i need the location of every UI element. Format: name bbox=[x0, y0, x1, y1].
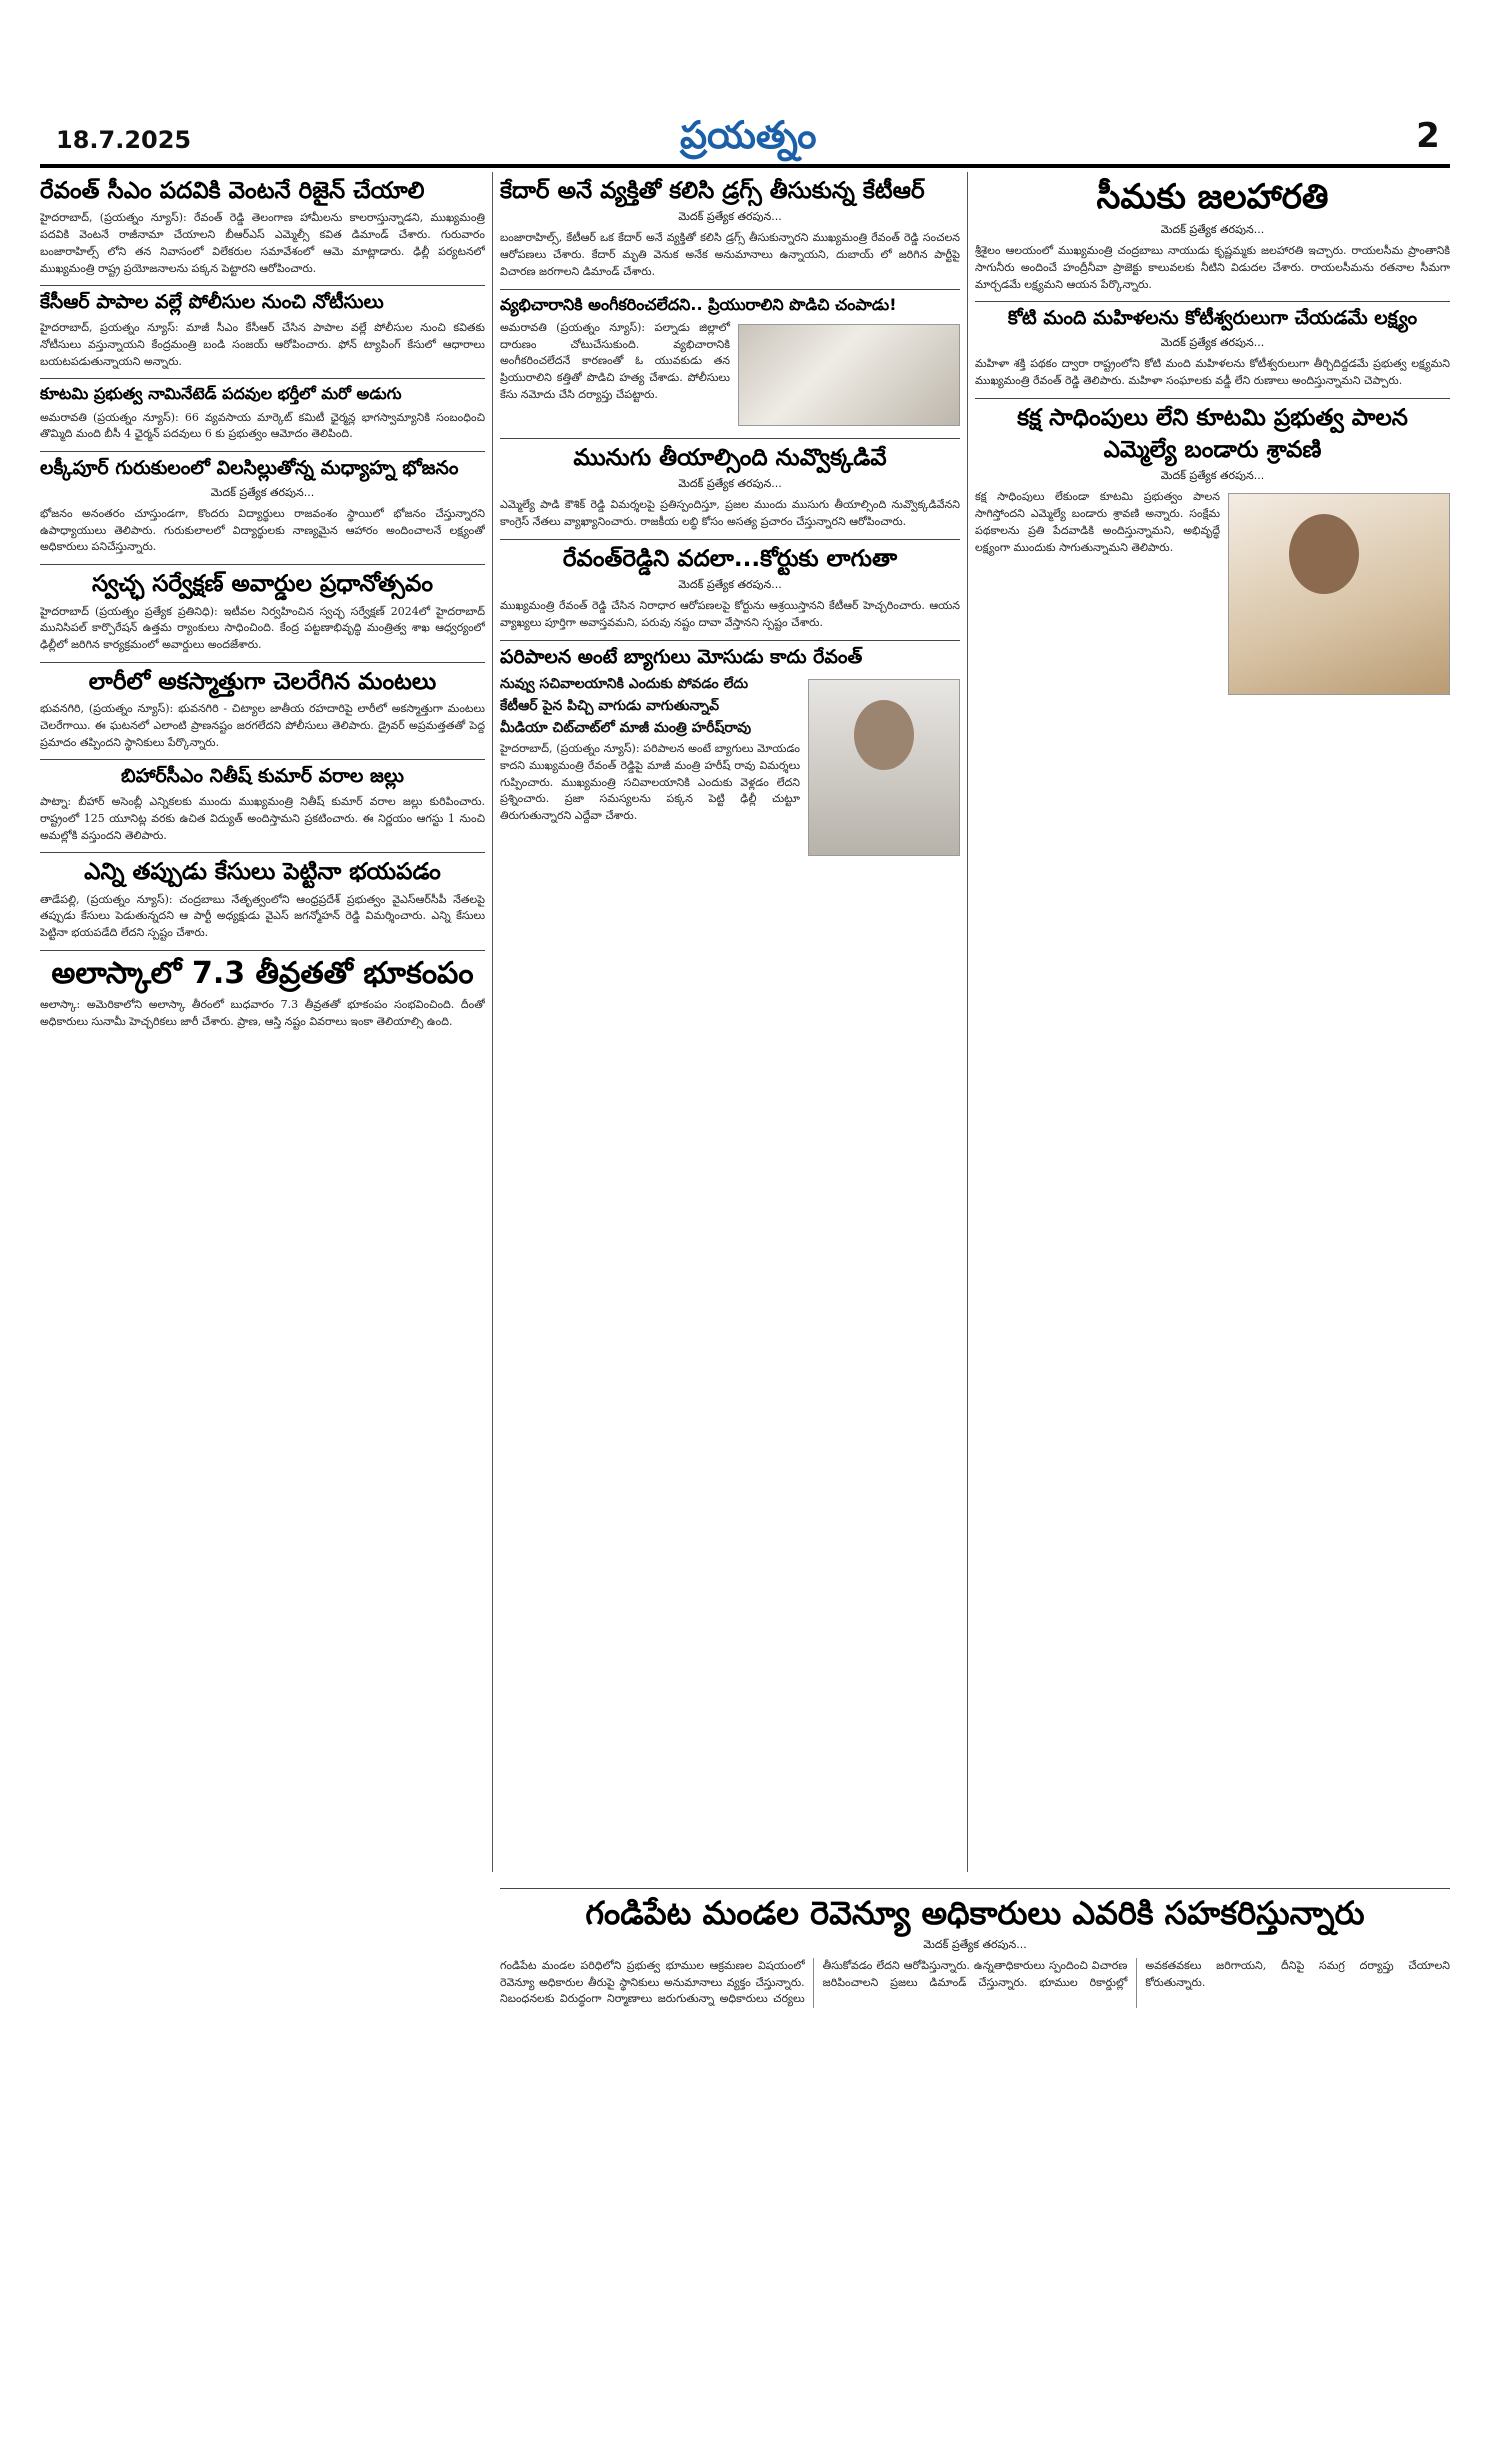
subheadline: కేటీఆర్ పైన పిచ్చి వాగుడు వాగుతున్నావ్ bbox=[500, 697, 720, 714]
column-divider bbox=[967, 172, 968, 1872]
article-seema-jalaharathi bbox=[975, 178, 1450, 293]
newspaper-logo: ప్రయత్నం bbox=[680, 112, 817, 157]
article-body: కక్ష సాధింపులు లేకుండా కూటమి ప్రభుత్వం పాలన సాగిస్తోందని ఎమ్మెల్యే బండారు శ్రావణి అన్నారు. సంక్షేమ పథకాలను ప్రతి పేదవాడికి అందిస్తున్నామని, అభివృద్ధే లక్ష్యంగా ముందుకు సాగుతున్నామని తెలిపారు. bbox=[975, 490, 1220, 554]
byline: మెదక్ ప్రత్యేక తరపున... bbox=[923, 1937, 1027, 1951]
headline: మునుగు తీయాల్సింది నువ్వొక్కడివే bbox=[573, 444, 887, 471]
article-body: హైదరాబాద్, (ప్రయత్నం న్యూస్): రేవంత్ రెడ్డి తెలంగాణ హామీలను కాలరాస్తున్నాడని, ముఖ్యమంత్రి పదవికి వెంటనే రాజీనామా చేయాలని బీఆర్ఎస్ ఎమ్మెల్సీ కవిత డిమాండ్ చేశారు. గురువారం బంజారాహిల్స్ లోని తన నివాసంలో విలేకరుల సమావేశంలో ఆమె మాట్లాడారు. ఢిల్లీ పర్యటనలో ముఖ్యమంత్రి రాష్ట్ర ప్రయోజనాలను పక్కన పెట్టారని ఆరోపించారు. bbox=[40, 211, 485, 275]
article-body: హైదరాబాద్ (ప్రయత్నం ప్రత్యేక ప్రతినిధి): ఇటీవల నిర్వహించిన స్వచ్ఛ సర్వేక్షణ్ 2024లో హైదరాబాద్ మునిసిపల్ కార్పొరేషన్ ఉత్తమ ర్యాంకులు సాధించింది. కేంద్ర పట్టణాభివృద్ధి మంత్రిత్వ శాఖ ఆధ్వర్యంలో ఢిల్లీలో జరిగిన కార్యక్రమంలో అవార్డులు అందజేశారు. bbox=[40, 604, 485, 652]
headline: స్వచ్ఛ సర్వేక్షణ్ అవార్డుల ప్రధానోత్సవం bbox=[91, 571, 434, 598]
article-body: మహిళా శక్తి పథకం ద్వారా రాష్ట్రంలోని కోటి మంది మహిళలను కోటీశ్వరులుగా తీర్చిదిద్దడమే ప్రభుత్వ లక్ష్యమని ముఖ్యమంత్రి రేవంత్ రెడ్డి తెలిపారు. మహిళా సంఘాలకు వడ్డీ లేని రుణాలు అందిస్తున్నామని చెప్పారు. bbox=[975, 357, 1450, 387]
mla-photo bbox=[1228, 493, 1450, 695]
article-false-cases bbox=[40, 859, 485, 942]
article-body: బంజారాహిల్స్, కేటీఆర్ ఒక కేదార్ అనే వ్యక్తితో కలిసి డ్రగ్స్ తీసుకున్నారని ముఖ్యమంత్రి రేవంత్ రెడ్డి సంచలన ఆరోపణలు చేశారు. కేదార్ మృతి వెనుక అనేక అనుమానాలు ఉన్నాయని, దుబాయ్ లో జరిగిన పార్టీపై విచారణ జరగాలని డిమాండ్ చేశారు. bbox=[500, 231, 960, 278]
crime-scene-photo bbox=[738, 324, 960, 426]
article-body: గండిపేట మండల పరిధిలోని ప్రభుత్వ భూముల ఆక్రమణల విషయంలో రెవెన్యూ అధికారుల తీరుపై స్థానికులు అనుమానాలు వ్యక్తం చేస్తున్నారు. నిబంధనలకు విరుద్ధంగా నిర్మాణాలు జరుగుతున్నా అధికారులు చర్యలు తీసుకోవడం లేదని ఆరోపిస్తున్నారు. ఉన్నతాధికారులు స్పందించి విచారణ జరిపించాలని ప్రజలు డిమాండ్ చేస్తున్నారు. భూముల రికార్డుల్లో అవకతవకలు జరిగాయని, దీనిపై సమగ్ర దర్యాప్తు చేయాలని కోరుతున్నారు. bbox=[500, 1958, 1450, 2006]
byline: మెదక్ ప్రత్యేక తరపున... bbox=[1160, 223, 1265, 237]
article-body: తాడేపల్లి, (ప్రయత్నం న్యూస్): చంద్రబాబు నేతృత్వంలోని ఆంధ్రప్రదేశ్ ప్రభుత్వం వైఎస్ఆర్‌సీపీ నేతలపై తప్పుడు కేసులు పెడుతున్నదని ఆ పార్టీ అధ్యక్షుడు వైఎస్ జగన్మోహన్ రెడ్డి విమర్శించారు. ఎన్ని కేసులు పెట్టినా భయపడేది లేదని స్పష్టం చేశారు. bbox=[40, 892, 485, 940]
article-body: ఎమ్మెల్యే పాడి కౌశిక్ రెడ్డి విమర్శలపై ప్రతిస్పందిస్తూ, ప్రజల ముందు ముసుగు తీయాల్సింది నువ్వొక్కడివేనని కాంగ్రెస్ నేతలు వ్యాఖ్యానించారు. రాజకీయ లబ్ధి కోసం అసత్య ప్రచారం చేస్తున్నారని ఆరోపించారు. bbox=[500, 498, 960, 529]
article-body: భోజనం అనంతరం చూస్తుండగా, కొందరు విద్యార్థులు రాజవంశం స్థాయిలో భోజనం చేస్తున్నారని ఉపాధ్యాయులు తెలిపారు. గురుకులాలలో విద్యార్థులకు నాణ్యమైన ఆహారం అందించాలనే లక్ష్యంతో అధికారులు పనిచేస్తున్నారు. bbox=[40, 506, 485, 554]
article-nominated-posts bbox=[40, 385, 485, 443]
byline: మెదక్ ప్రత్యేక తరపున... bbox=[678, 477, 782, 491]
article-body: శ్రీశైలం ఆలయంలో ముఖ్యమంత్రి చంద్రబాబు నాయుడు కృష్ణమ్మకు జలహారతి ఇచ్చారు. రాయలసీమ ప్రాంతానికి సాగునీరు అందించే హంద్రీనీవా ప్రాజెక్టు కాలువలకు నీటిని విడుదల చేశారు. రాయలసీమను రతనాల సీమగా మార్చడమే లక్ష్యమని ఆయన పేర్కొన్నారు. bbox=[975, 244, 1450, 291]
headline: గండిపేట మండల రెవెన్యూ అధికారులు ఎవరికి సహకరిస్తున్నారు bbox=[585, 1894, 1365, 1932]
subheadline: నువ్వు సచివాలయానికి ఎందుకు పోవడం లేదు bbox=[500, 675, 749, 692]
headline: లారీలో అకస్మాత్తుగా చెలరేగిన మంటలు bbox=[88, 668, 437, 695]
headline: రేవంత్ సీఎం పదవికి వెంటనే రిజైన్ చేయాలి bbox=[40, 178, 425, 204]
subheadline: మీడియా చిట్‌చాట్‌లో మాజీ మంత్రి హరీష్‌రావు bbox=[500, 719, 752, 736]
headline: పరిపాలన అంటే బ్యాగులు మోసుడు కాదు రేవంత్ bbox=[500, 645, 863, 668]
headline: ఎన్ని తప్పుడు కేసులు పెట్టినా భయపడం bbox=[84, 859, 441, 886]
headline: వ్యభిచారానికి అంగీకరించలేదని.. ప్రియురాలిని పొడిచి చంపాడు! bbox=[500, 294, 897, 314]
article-body: హైదరాబాద్, ప్రయత్నం న్యూస్: మాజీ సీఎం కేసీఆర్ చేసిన పాపాల వల్లే పోలీసుల నుంచి కవితకు నోటీసులు వస్తున్నాయని కేంద్రమంత్రి బండి సంజయ్ ఆరోపించారు. ఫోన్ ట్యాపింగ్ కేసులో ఆధారాలు బయటపడుతున్నాయని అన్నారు. bbox=[40, 321, 485, 368]
headline: కోటి మంది మహిళలను కోటీశ్వరులుగా చేయడమే లక్ష్యం bbox=[1007, 307, 1418, 330]
headline: బిహార్‌సీఎం నితీష్ కుమార్ వరాల జల్లు bbox=[121, 765, 404, 788]
headline: అలాస్కాలో 7.3 తీవ్రతతో భూకంపం bbox=[51, 955, 474, 991]
article-bihar-cm bbox=[40, 766, 485, 844]
article-mask bbox=[500, 445, 960, 531]
article-harish-rao bbox=[500, 647, 960, 825]
article-court bbox=[500, 546, 960, 632]
masthead bbox=[40, 112, 1450, 168]
headline: కక్ష సాధింపులు లేని కూటమి ప్రభుత్వ పాలన bbox=[1017, 404, 1408, 431]
article-women-millionaires bbox=[975, 308, 1450, 389]
article-body: హైదరాబాద్, (ప్రయత్నం న్యూస్): పరిపాలన అంటే బ్యాగులు మోయడం కాదని ముఖ్యమంత్రి రేవంత్ రెడ్డిపై మాజీ మంత్రి హరీష్ రావు విమర్శలు గుప్పించారు. ముఖ్యమంత్రి సచివాలయానికి ఎందుకు వెళ్లడం లేదని ప్రశ్నించారు. ప్రజా సమస్యలను పక్కన పెట్టి ఢిల్లీ చుట్టూ తిరుగుతున్నారని ఎద్దేవా చేశారు. bbox=[500, 742, 800, 823]
headline: కేదార్ అనే వ్యక్తితో కలిసి డ్రగ్స్ తీసుకున్న కేటీఆర్ bbox=[500, 178, 925, 204]
article-alaska-quake bbox=[40, 957, 485, 1031]
article-mla-sravani bbox=[975, 405, 1450, 557]
article-murder bbox=[500, 296, 960, 430]
headline: కేసీఆర్ పాపాల వల్లే పోలీసుల నుంచి నోటీసులు bbox=[40, 291, 384, 314]
article-ktr-drugs bbox=[500, 178, 960, 281]
article-gandipet-revenue bbox=[500, 1880, 1450, 2200]
byline: మెదక్ ప్రత్యేక తరపున... bbox=[1160, 336, 1265, 350]
article-body: పాట్నా: బీహార్ అసెంబ్లీ ఎన్నికలకు ముందు ముఖ్యమంత్రి నితీష్ కుమార్ వరాల జల్లు కురిపించారు. రాష్ట్రంలో 125 యూనిట్ల వరకు ఉచిత విద్యుత్ అందిస్తామని ప్రకటించారు. ఈ నిర్ణయం ఆగస్టు 1 నుంచి అమల్లోకి వస్తుందని తెలిపారు. bbox=[40, 795, 485, 842]
article-body: అలాస్కా: అమెరికాలోని అలాస్కా తీరంలో బుధవారం 7.3 తీవ్రతతో భూకంపం సంభవించింది. దీంతో అధికారులు సునామీ హెచ్చరికలు జారీ చేశారు. ప్రాణ, ఆస్తి నష్టం వివరాలు ఇంకా తెలియాల్సి ఉంది. bbox=[40, 998, 485, 1029]
headline: సీమకు జలహారతి bbox=[1096, 177, 1329, 217]
harish-rao-photo bbox=[808, 679, 960, 856]
article-swachh-awards bbox=[40, 571, 485, 654]
byline: మెదక్ ప్రత్యేక తరపున... bbox=[678, 210, 782, 224]
byline: మెదక్ ప్రత్యేక తరపున... bbox=[1160, 469, 1265, 483]
column-left bbox=[40, 172, 485, 2192]
article-body: అమరావతి (ప్రయత్నం న్యూస్): పల్నాడు జిల్లాలో దారుణం చోటుచేసుకుంది. వ్యభిచారానికి అంగీకరించలేదనే కారణంతో ఓ యువకుడు తన ప్రియురాలిని కత్తితో పొడిచి హత్య చేశాడు. పోలీసులు కేసు నమోదు చేసి దర్యాప్తు చేపట్టారు. bbox=[500, 320, 730, 401]
article-body: అమరావతి (ప్రయత్నం న్యూస్): 66 వ్యవసాయ మార్కెట్ కమిటీ ఛైర్మన్ల భాగస్వామ్యానికి సంబంధించి తొమ్మిది మంది బీసీ 4 ఛైర్మన్ పదవులు 6 కు ప్రభుత్వం ఆమోదం తెలిపింది. bbox=[40, 410, 485, 441]
article-kcr-notices bbox=[40, 292, 485, 370]
article-body: భువనగిరి, (ప్రయత్నం న్యూస్): భువనగిరి - చిట్యాల జాతీయ రహదారిపై లారీలో అకస్మాత్తుగా మంటలు చెలరేగాయి. ఈ ఘటనలో ఎలాంటి ప్రాణనష్టం జరగలేదని పోలీసులు తెలిపారు. డ్రైవర్ అప్రమత్తతతో పెద్ద ప్రమాదం తప్పిందని స్థానికులు పేర్కొన్నారు. bbox=[40, 702, 485, 749]
headline-subline: ఎమ్మెల్యే బండారు శ్రావణి bbox=[1103, 436, 1322, 463]
column-right bbox=[975, 172, 1450, 1952]
byline: మెదక్ ప్రత్యేక తరపున... bbox=[678, 578, 782, 592]
column-divider bbox=[492, 172, 493, 1872]
article-lorry-fire bbox=[40, 669, 485, 752]
headline: రేవంత్‌రెడ్డిని వదలా...కోర్టుకు లాగుతా bbox=[562, 545, 898, 572]
headline: కూటమి ప్రభుత్వ నామినేటెడ్ పదవుల భర్తీలో మరో అడుగు bbox=[40, 384, 402, 404]
page-number: 2 bbox=[1406, 116, 1450, 162]
headline: లక్కీపూర్ గురుకులంలో విలసిల్లుతోన్న మధ్యాహ్న భోజనం bbox=[40, 457, 459, 480]
byline: మెదక్ ప్రత్యేక తరపున... bbox=[210, 485, 315, 499]
article-revanth-resign bbox=[40, 178, 485, 277]
article-gurukul-lunch bbox=[40, 458, 485, 556]
article-body: ముఖ్యమంత్రి రేవంత్ రెడ్డి చేసిన నిరాధార ఆరోపణలపై కోర్టును ఆశ్రయిస్తానని కేటీఆర్ హెచ్చరించారు. ఆయన వ్యాఖ్యలు పూర్తిగా అవాస్తవమని, పరువు నష్టం దావా వేస్తానని స్పష్టం చేశారు. bbox=[500, 599, 960, 630]
issue-date: 18.7.2025 bbox=[48, 124, 199, 156]
